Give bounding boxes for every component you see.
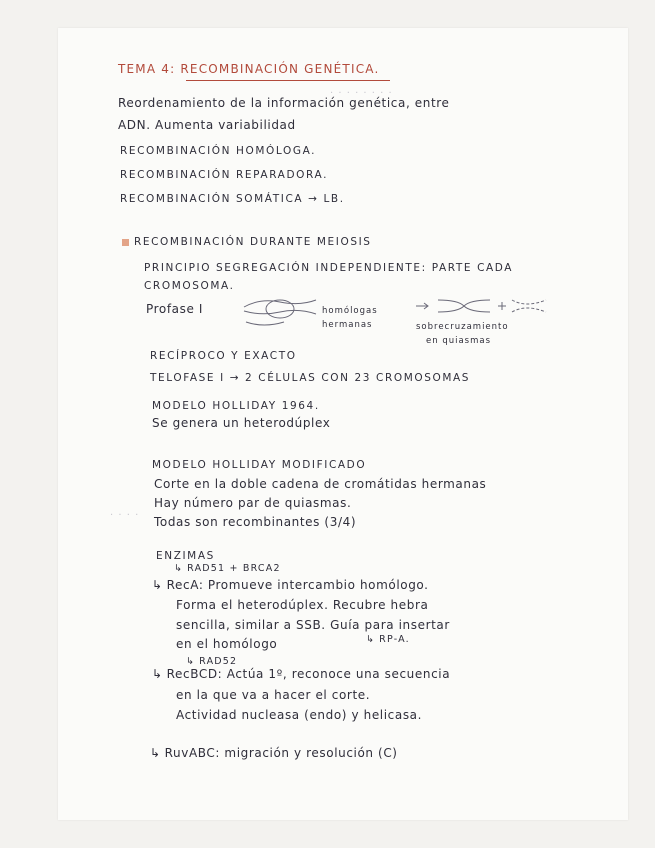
profase-label: Profase I	[146, 302, 204, 316]
reca-line-4: en el homólogo	[176, 637, 278, 651]
arrow-icon: ↳	[150, 746, 161, 760]
meiosis-heading-text: RECOMBINACIÓN DURANTE MEIOSIS	[134, 236, 372, 248]
quiasmas-label: en quiasmas	[426, 336, 492, 346]
type-reparadora: RECOMBINACIÓN REPARADORA.	[120, 169, 329, 181]
rpa-note	[366, 634, 410, 645]
telofase-line: TELOFASE I → 2 CÉLULAS CON 23 CROMOSOMAS	[150, 372, 471, 384]
type-somatica: RECOMBINACIÓN SOMÁTICA → LB.	[120, 193, 345, 205]
enzimas-heading: ENZIMAS	[156, 550, 215, 562]
highlight-marker	[122, 239, 129, 246]
crossover-sketch-icon	[414, 296, 549, 316]
intro-line-2: ADN. Aumenta variabilidad	[118, 118, 296, 132]
holliday-mod-line: MODELO HOLLIDAY MODIFICADO	[152, 459, 367, 471]
rad51-text: RAD51 + BRCA2	[187, 563, 281, 574]
arrow-icon: ↳	[174, 563, 184, 574]
corte-line: Corte en la doble cadena de cromátidas hermanas	[154, 477, 487, 491]
title-underline	[186, 80, 390, 81]
type-homologa: RECOMBINACIÓN HOMÓLOGA.	[120, 145, 317, 157]
page-title: TEMA 4: RECOMBINACIÓN GENÉTICA.	[118, 62, 380, 76]
bleed-through-text: · · · · · · · ·	[330, 88, 393, 99]
holliday-line-1: MODELO HOLLIDAY 1964.	[152, 400, 320, 412]
reca-text-1: RecA: Promueve intercambio homólogo.	[166, 578, 429, 592]
rad52-note	[186, 656, 237, 667]
principle-line-2: CROMOSOMA.	[144, 280, 235, 292]
recbcd-line-3: Actividad nucleasa (endo) y helicasa.	[176, 708, 423, 722]
reca-line-2: Forma el heterodúplex. Recubre hebra	[176, 598, 429, 612]
rad51-note	[174, 563, 281, 574]
chromosome-sketch-icon	[240, 292, 320, 330]
recbcd-line-1	[152, 667, 450, 681]
principle-line-1: PRINCIPIO SEGREGACIÓN INDEPENDIENTE: PARTE CADA	[144, 262, 514, 274]
rad52-text: RAD52	[199, 656, 238, 667]
hermanas-label: hermanas	[322, 320, 373, 330]
sobrecruzamiento-label: sobrecruzamiento	[416, 322, 509, 332]
recbcd-text-1: RecBCD: Actúa 1º, reconoce una secuencia	[166, 667, 451, 681]
reca-line-3: sencilla, similar a SSB. Guía para insertar	[176, 618, 450, 632]
rpa-text: RP-A.	[379, 634, 410, 645]
ruvabc-text: RuvABC: migración y resolución (C)	[164, 746, 398, 760]
arrow-icon: ↳	[152, 578, 163, 592]
meiosis-heading	[122, 236, 372, 248]
holliday-line-2: Se genera un heterodúplex	[152, 416, 331, 430]
ruvabc-line	[150, 746, 398, 760]
reca-line-1	[152, 578, 429, 592]
reciproco-line: RECÍPROCO Y EXACTO	[150, 350, 297, 362]
homologas-label: homólogas	[322, 306, 378, 316]
intro-line-1: Reordenamiento de la información genética, entre	[118, 96, 450, 110]
arrow-icon: ↳	[366, 634, 376, 645]
quiasmas-par-line: Hay número par de quiasmas.	[154, 496, 352, 510]
recbcd-line-2: en la que va a hacer el corte.	[176, 688, 371, 702]
bleed-through-text: · · · ·	[110, 510, 140, 521]
recombinantes-line: Todas son recombinantes (3/4)	[154, 515, 357, 529]
arrow-icon: ↳	[186, 656, 196, 667]
arrow-icon: ↳	[152, 667, 163, 681]
